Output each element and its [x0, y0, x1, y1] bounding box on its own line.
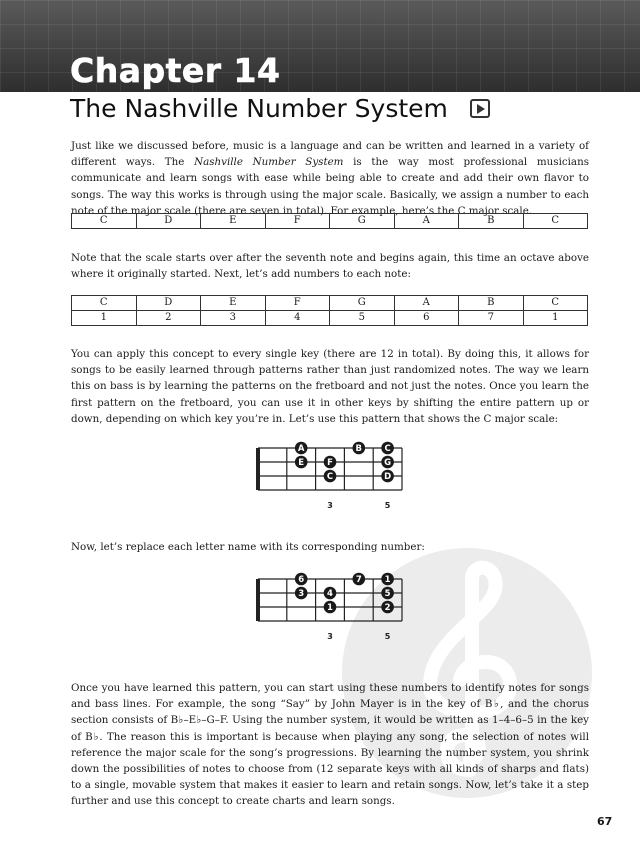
text-segment: Just like we discussed before, music is a language and can be written and learned in a variety of different ways. The — [71, 140, 589, 169]
number-cell: 3 — [201, 311, 266, 326]
note-dot-label: 4 — [327, 589, 333, 600]
number-row — [72, 311, 588, 326]
chapter-subtitle: The Nashville Number System — [70, 94, 448, 123]
paragraph-example — [71, 680, 589, 810]
note-dot-label: D — [384, 472, 392, 483]
note-dot-label: 1 — [327, 603, 333, 614]
note-cell: C — [523, 214, 588, 229]
note-dot-label: 2 — [384, 603, 391, 614]
note-dot-label: C — [326, 472, 334, 483]
fret-marker-label: 3 — [327, 501, 333, 510]
note-dot-label: 5 — [384, 589, 391, 600]
fret-marker-label: 5 — [384, 501, 391, 510]
text-segment: Now, let’s replace each letter name with its corresponding number: — [71, 541, 425, 553]
number-cell: 2 — [136, 311, 201, 326]
paragraph-octave — [71, 250, 589, 282]
number-cell: 1 — [72, 311, 137, 326]
video-play-icon[interactable] — [470, 99, 490, 118]
chapter-title: Chapter 14 — [70, 51, 281, 90]
note-dot-label: E — [298, 458, 305, 469]
note-cell: B — [459, 214, 524, 229]
note-cell: F — [265, 214, 330, 229]
text-segment: is the way most professional musicians communicate and learn songs with ease while being able to create and add their own flavor to songs. The way this works is through using the major scale. Basically, we assign a number to each note of the major scale (there are seven in total). For example, here’s the C major scale. — [71, 156, 589, 217]
page-number: 67 — [597, 815, 613, 828]
note-cell: G — [330, 296, 395, 311]
fretboard-diagram-letters — [250, 438, 410, 514]
number-cell: 4 — [265, 311, 330, 326]
note-cell: G — [330, 214, 395, 229]
fretboard-diagram-numbers — [250, 569, 410, 645]
c-major-numbers-table — [71, 295, 588, 326]
number-cell: 1 — [523, 311, 588, 326]
paragraph-patterns — [71, 346, 589, 427]
note-cell: F — [265, 296, 330, 311]
note-dot-label: 6 — [298, 575, 305, 586]
note-dot-label: 3 — [298, 589, 305, 600]
note-cell: E — [201, 296, 266, 311]
note-dot-label: 7 — [355, 575, 362, 586]
note-dot-label: 1 — [384, 575, 391, 586]
fret-marker-label: 3 — [327, 632, 333, 641]
note-cell: B — [459, 296, 524, 311]
note-dot-label: F — [327, 458, 333, 469]
note-dot-label: B — [355, 444, 363, 455]
number-cell: 5 — [330, 311, 395, 326]
note-cell: A — [394, 214, 459, 229]
fret-marker-label: 5 — [384, 632, 391, 641]
note-row — [72, 296, 588, 311]
paragraph-replace — [71, 539, 589, 555]
note-cell: C — [72, 296, 137, 311]
note-cell: D — [136, 214, 201, 229]
note-cell: C — [523, 296, 588, 311]
note-cell: A — [394, 296, 459, 311]
text-segment: You can apply this concept to every single key (there are 12 in total). By doing this, it allows for songs to be easily learned through patterns rather than just randomized notes. The way we learn this on bass is by learning the patterns on the fretboard and not just the notes. Once you learn the first pattern on the fretboard, you can use it in other keys by shifting the entire pattern up or down, depending on which key you’re in. Let’s use this pattern that shows the C major scale: — [71, 348, 589, 425]
note-dot-label: C — [384, 444, 391, 455]
c-major-scale-table — [71, 213, 588, 229]
text-segment: Once you have learned this pattern, you can start using these numbers to identify notes for songs and bass lines. For example, the song “Say” by John Mayer is in the key of B♭, and the chorus section consists of B♭–E♭–G–F. Using the number system, it would be written as 1–4–6–5 in the key of B♭. The reason this is important is because when playing any song, the selection of notes will reference the major scale for the song’s progressions. By learning the number system, you shrink down the possibilities of notes to choose from (12 separate keys with all kinds of sharps and flats) to a single, movable system that makes it easier to learn and retain songs. Now, let’s take it a step further and use this concept to create charts and learn songs. — [71, 682, 589, 808]
paragraph-intro — [71, 138, 589, 219]
emphasized-text: Nashville Number System — [194, 156, 344, 169]
text-segment: Note that the scale starts over after the seventh note and begins again, this time an octave above where it originally started. Next, let’s add numbers to each note: — [71, 252, 589, 281]
note-dot-label: G — [384, 458, 392, 469]
note-cell: D — [136, 296, 201, 311]
note-cell: C — [72, 214, 137, 229]
note-row — [72, 214, 588, 229]
note-dot-label: A — [297, 444, 305, 455]
number-cell: 6 — [394, 311, 459, 326]
number-cell: 7 — [459, 311, 524, 326]
note-cell: E — [201, 214, 266, 229]
